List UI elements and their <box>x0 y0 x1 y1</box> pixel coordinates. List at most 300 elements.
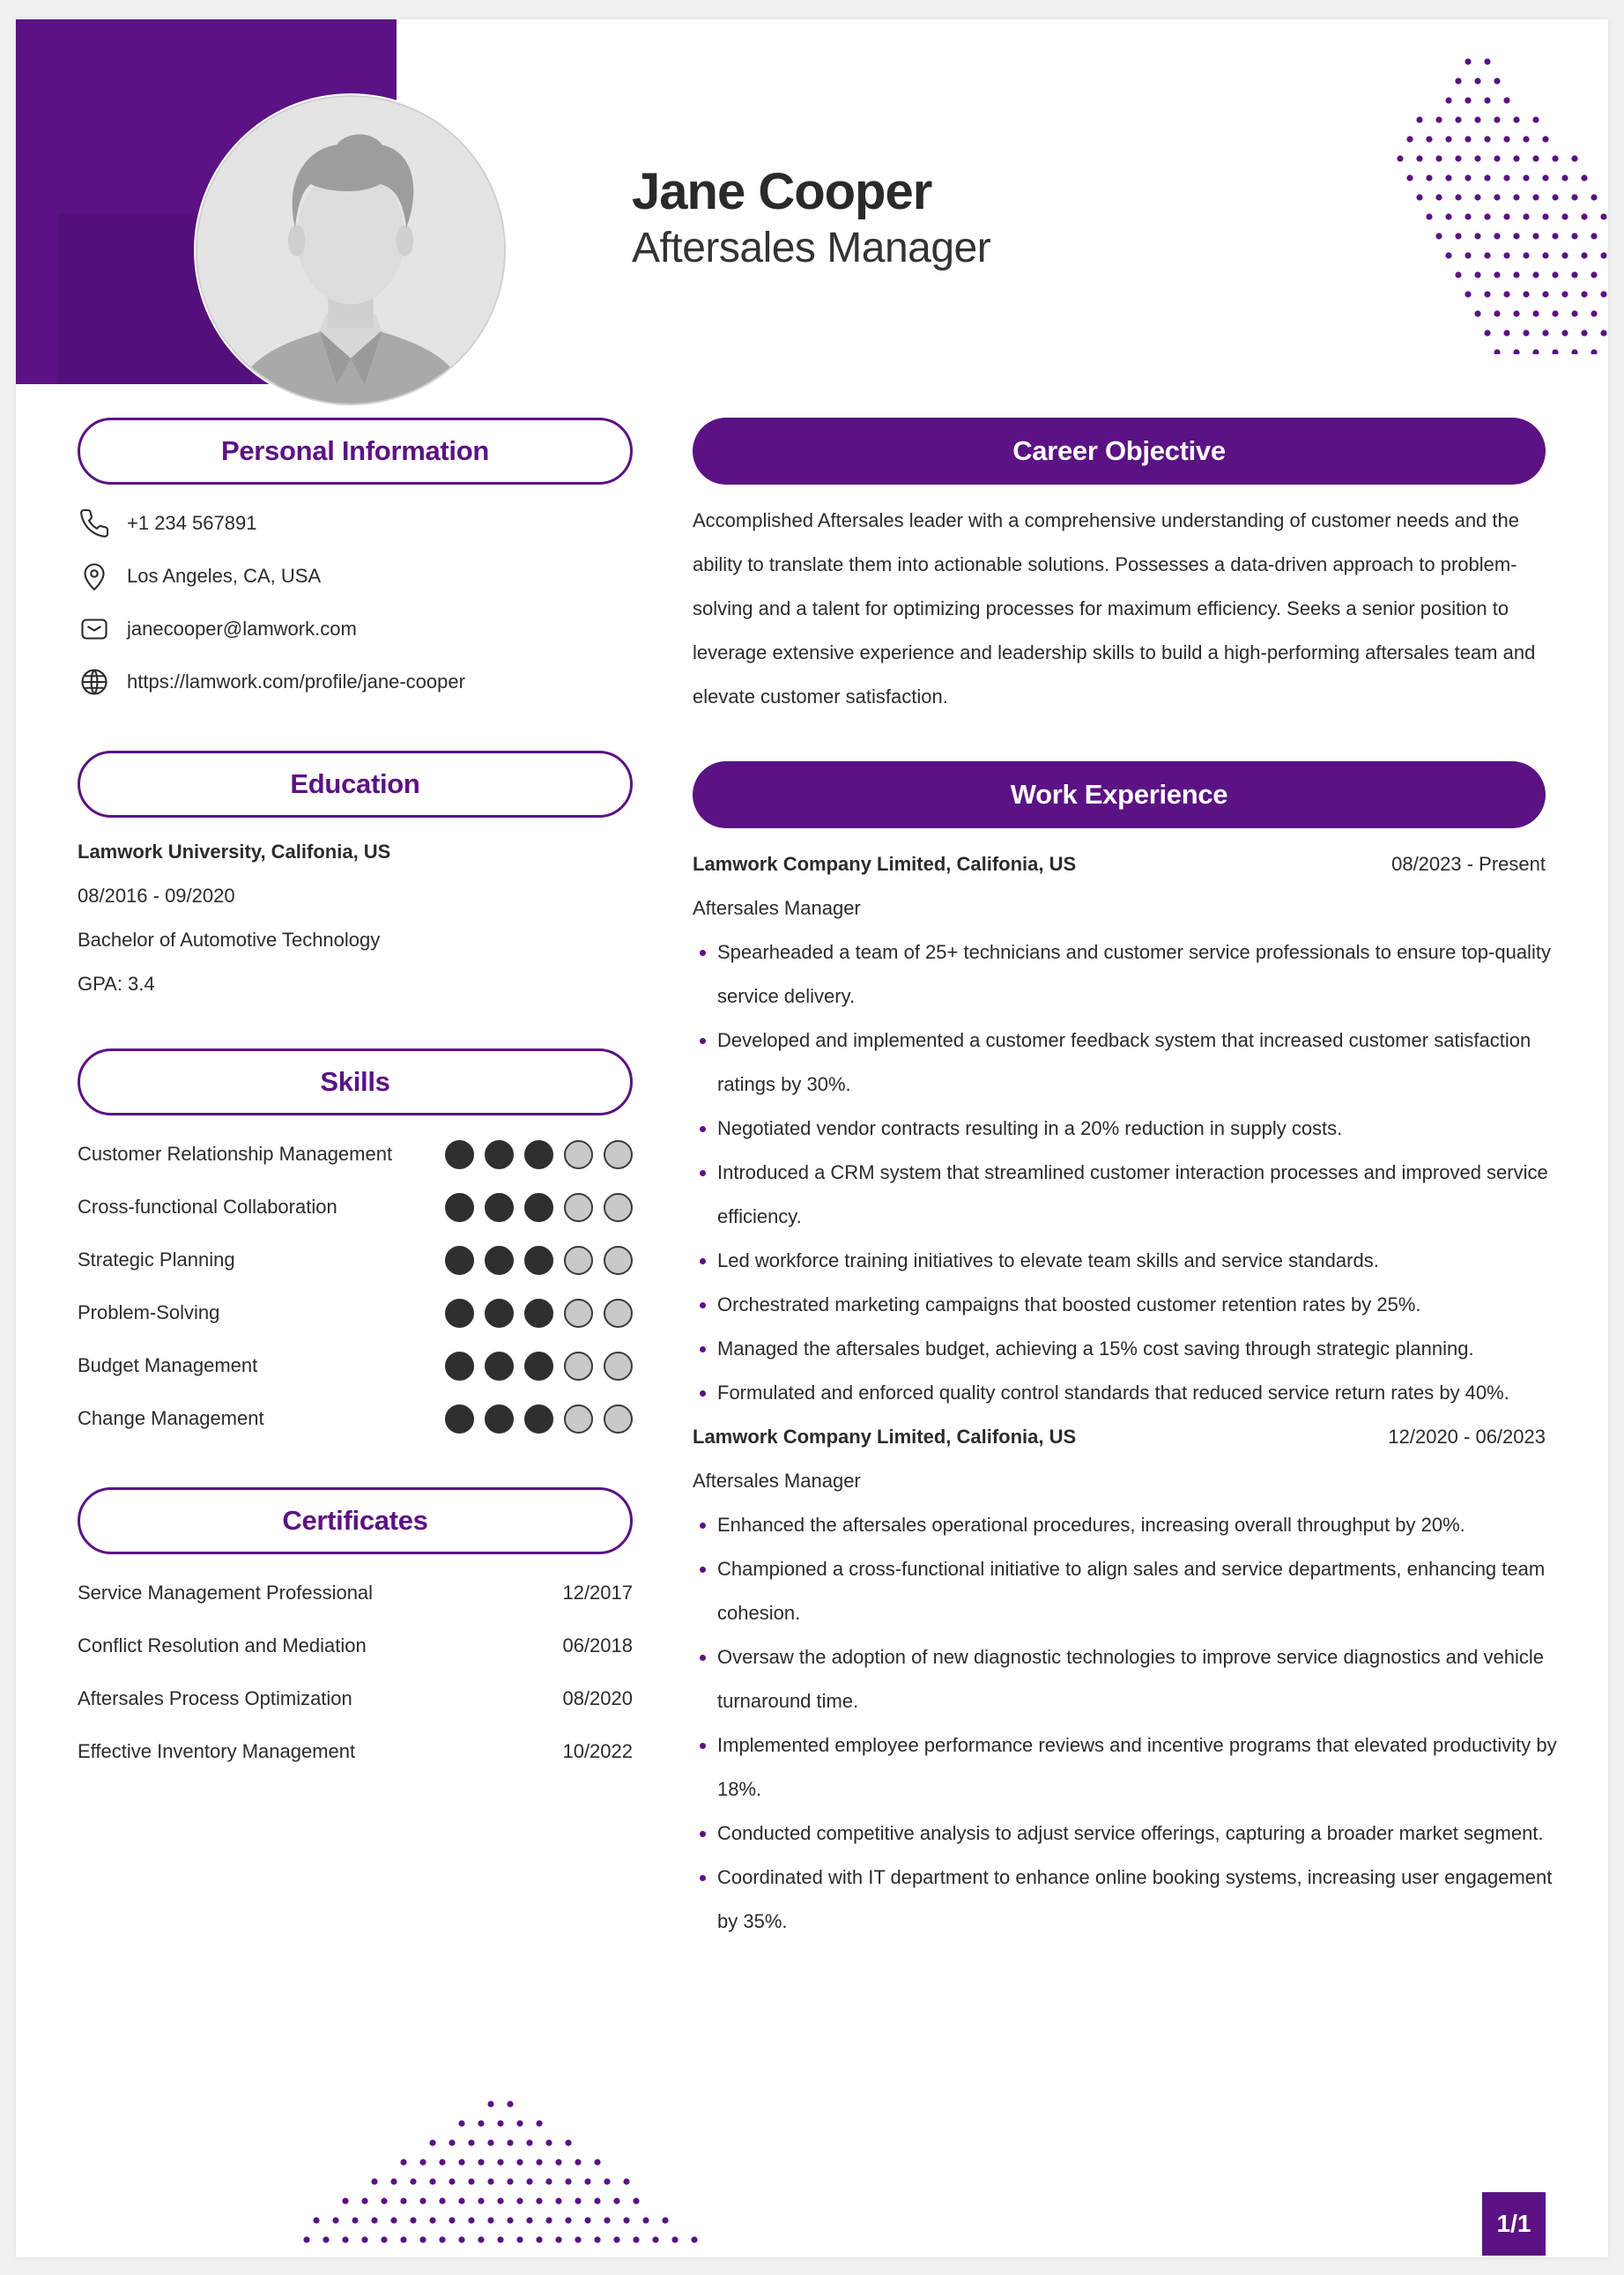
skill-rating <box>445 1404 633 1434</box>
decor-dot <box>1600 330 1606 336</box>
decor-dot <box>536 2120 542 2126</box>
decor-dot <box>1542 136 1548 142</box>
decor-dot <box>623 2178 629 2184</box>
certificate-row <box>78 1725 633 1778</box>
decor-dot <box>419 2159 426 2165</box>
job-bullet-line: Implemented employee performance reviews and incentive programs that elevated productivity by <box>717 1734 1557 1756</box>
decor-dot <box>478 2197 484 2204</box>
decor-dot <box>1523 330 1529 336</box>
rating-dot-empty <box>564 1404 593 1434</box>
certificate-date: 10/2022 <box>562 1740 633 1762</box>
decor-dot <box>1513 194 1519 200</box>
decor-dot <box>555 2236 561 2242</box>
job-bullet-line: Managed the aftersales budget, achieving a 15% cost saving through strategic planning. <box>717 1338 1474 1360</box>
decor-dot <box>410 2217 416 2223</box>
decor-dot <box>1591 271 1597 278</box>
decor-dot <box>342 2236 348 2242</box>
decor-dot <box>381 2197 387 2204</box>
decor-dot <box>1494 78 1500 84</box>
decor-dot <box>1581 174 1587 181</box>
skill-name: Customer Relationship Management <box>78 1143 393 1165</box>
rating-dot-empty <box>564 1299 593 1328</box>
decor-dot <box>1552 155 1558 161</box>
skill-name: Budget Management <box>78 1354 258 1376</box>
job-bullet <box>693 1635 1546 1723</box>
decor-dot <box>633 2197 639 2204</box>
decor-dot <box>1455 78 1461 84</box>
contact-email-text[interactable]: janecooper@lamwork.com <box>127 618 357 640</box>
decor-dot <box>439 2197 445 2204</box>
decor-dot <box>449 2139 455 2145</box>
decor-dot <box>536 2236 542 2242</box>
decor-dot <box>516 2236 523 2242</box>
candidate-title: Aftersales Manager <box>632 225 991 271</box>
resume-page <box>16 19 1608 2257</box>
skills-list <box>78 1128 633 1445</box>
decor-dot <box>507 2139 513 2145</box>
decor-dot <box>555 2197 561 2204</box>
decor-dot <box>352 2217 358 2223</box>
decor-dot <box>1542 213 1548 219</box>
decor-dot <box>303 2236 309 2242</box>
decor-dot <box>371 2178 377 2184</box>
rating-dot-filled <box>485 1140 514 1169</box>
decor-dot <box>390 2217 397 2223</box>
decor-dot <box>1503 291 1509 297</box>
work-experience-heading: Work Experience <box>693 761 1546 828</box>
avatar-placeholder-icon <box>196 95 506 405</box>
contact-location-text: Los Angeles, CA, USA <box>127 565 322 587</box>
skill-name: Cross-functional Collaboration <box>78 1196 337 1218</box>
rating-dot-empty <box>604 1140 633 1169</box>
decor-dot <box>400 2159 406 2165</box>
rating-dot-empty <box>564 1352 593 1381</box>
decor-dot <box>1426 213 1432 219</box>
decor-dot <box>1484 291 1490 297</box>
rating-dot-empty <box>564 1193 593 1222</box>
skill-row <box>78 1392 633 1445</box>
decor-dot <box>1571 194 1577 200</box>
decor-dot <box>1455 155 1461 161</box>
decor-dot <box>1513 233 1519 239</box>
rating-dot-filled <box>524 1404 553 1434</box>
decor-dot <box>671 2236 678 2242</box>
decor-dot <box>1474 194 1480 200</box>
decor-dot <box>1503 97 1509 103</box>
decor-dot <box>1455 116 1461 122</box>
decor-dot <box>487 2139 493 2145</box>
job-bullet <box>693 1812 1546 1856</box>
decor-dot <box>1591 194 1597 200</box>
decor-dot <box>458 2197 464 2204</box>
decor-dot <box>371 2217 377 2223</box>
decor-dot <box>604 2217 610 2223</box>
career-objective-heading: Career Objective <box>693 418 1546 485</box>
decor-dot <box>458 2159 464 2165</box>
decor-dot <box>1445 213 1451 219</box>
decor-dot <box>575 2236 581 2242</box>
decor-dot <box>1426 136 1432 142</box>
decor-dot <box>594 2159 600 2165</box>
work-experience-list <box>693 842 1557 1944</box>
contact-website-text[interactable]: https://lamwork.com/profile/jane-cooper <box>127 671 465 693</box>
decor-dot <box>1581 213 1587 219</box>
decor-dot <box>1445 136 1451 142</box>
decor-dot <box>1552 349 1558 354</box>
decor-dot <box>410 2178 416 2184</box>
decor-dot <box>1406 136 1413 142</box>
decor-dot <box>1494 349 1500 354</box>
personal-info-heading: Personal Information <box>78 418 633 485</box>
decor-dot <box>1581 291 1587 297</box>
decor-dot <box>449 2178 455 2184</box>
skill-rating <box>445 1140 633 1169</box>
skill-row <box>78 1128 633 1181</box>
skill-name: Strategic Planning <box>78 1249 235 1271</box>
certificate-name: Effective Inventory Management <box>78 1740 356 1762</box>
decor-dot <box>1523 213 1529 219</box>
decor-dot <box>400 2236 406 2242</box>
decor-dot <box>449 2217 455 2223</box>
rating-dot-filled <box>485 1404 514 1434</box>
job-bullet-line: 18%. <box>717 1778 762 1800</box>
contact-phone-text: +1 234 567891 <box>127 512 257 534</box>
decor-dot <box>1435 233 1442 239</box>
job-bullet-line: Enhanced the aftersales operational procedures, increasing overall throughput by 20%. <box>717 1514 1465 1536</box>
decor-dot <box>1561 291 1568 297</box>
job-bullet <box>693 1547 1546 1635</box>
job-bullet-line: Negotiated vendor contracts resulting in a 20% reduction in supply costs. <box>717 1117 1343 1139</box>
decor-dot <box>487 2178 493 2184</box>
decor-dot <box>1561 213 1568 219</box>
decor-dot <box>1406 174 1413 181</box>
education-degree: Bachelor of Automotive Technology <box>78 929 381 951</box>
decor-dot <box>526 2217 532 2223</box>
job-bullet <box>693 1327 1546 1371</box>
left-column <box>78 418 633 1778</box>
rating-dot-empty <box>604 1193 633 1222</box>
decor-dot <box>507 2101 513 2107</box>
skill-rating <box>445 1246 633 1275</box>
decor-dot <box>1513 271 1519 278</box>
decor-dot <box>584 2178 590 2184</box>
location-pin-icon <box>78 559 111 593</box>
decor-dot <box>526 2178 532 2184</box>
decor-dot <box>1503 252 1509 258</box>
job-dates: 08/2023 - Present <box>1391 853 1546 875</box>
decor-dot <box>381 2236 387 2242</box>
candidate-name: Jane Cooper <box>632 163 932 220</box>
decor-dot <box>1503 136 1509 142</box>
education-heading: Education <box>78 751 633 818</box>
decor-dot <box>1532 271 1539 278</box>
decor-dot <box>555 2159 561 2165</box>
decor-dot <box>1494 194 1500 200</box>
decor-dot <box>1494 155 1500 161</box>
skills-heading: Skills <box>78 1049 633 1115</box>
job-bullet-line: Developed and implemented a customer feedback system that increased customer satisfaction <box>717 1029 1531 1051</box>
decor-dot <box>1552 233 1558 239</box>
decor-dot <box>1455 233 1461 239</box>
decor-dot <box>1581 330 1587 336</box>
decor-dot <box>1513 310 1519 316</box>
decor-dot <box>1465 174 1471 181</box>
job-company: Lamwork Company Limited, Califonia, US <box>693 853 1077 875</box>
decor-dot <box>1600 213 1606 219</box>
job-bullet <box>693 1856 1553 1944</box>
decor-dot <box>1484 213 1490 219</box>
certificate-date: 12/2017 <box>562 1582 633 1604</box>
job-company: Lamwork Company Limited, Califonia, US <box>693 1426 1077 1448</box>
decor-dot <box>478 2236 484 2242</box>
skill-row <box>78 1339 633 1392</box>
job-bullet-line: Coordinated with IT department to enhance online booking systems, increasing user engagement <box>717 1866 1553 1888</box>
decor-dot <box>1571 271 1577 278</box>
job-bullet-line: Formulated and enforced quality control standards that reduced service return rates by 40%. <box>717 1382 1509 1404</box>
decor-dot <box>1435 155 1442 161</box>
rating-dot-empty <box>564 1246 593 1275</box>
skill-rating <box>445 1299 633 1328</box>
decor-dot <box>342 2197 348 2204</box>
decor-dot <box>1474 233 1480 239</box>
decor-dot <box>613 2236 619 2242</box>
decor-dot <box>1474 271 1480 278</box>
decor-dot <box>1542 291 1548 297</box>
decor-dot <box>1465 213 1471 219</box>
decor-dot <box>361 2197 367 2204</box>
rating-dot-filled <box>445 1299 474 1328</box>
decor-dot <box>1523 136 1529 142</box>
decor-dot <box>1552 194 1558 200</box>
decor-dot <box>1484 97 1490 103</box>
career-objective-line: Accomplished Aftersales leader with a comprehensive understanding of customer needs and the <box>693 509 1519 531</box>
job-bullet-line: Championed a cross-functional initiative to align sales and service departments, enhancing team <box>717 1558 1546 1580</box>
decor-dot <box>1552 310 1558 316</box>
decor-dot <box>1513 116 1519 122</box>
rating-dot-filled <box>524 1299 553 1328</box>
rating-dot-empty <box>564 1140 593 1169</box>
decor-dot <box>1494 310 1500 316</box>
skill-rating <box>445 1193 633 1222</box>
decor-dot <box>1600 291 1606 297</box>
job-dates: 12/2020 - 06/2023 <box>1388 1426 1546 1448</box>
contact-email <box>78 603 633 656</box>
decor-dot <box>478 2159 484 2165</box>
decor-dot <box>1561 330 1568 336</box>
decor-dot <box>642 2217 649 2223</box>
job-bullet-line: ratings by 30%. <box>717 1073 851 1095</box>
rating-dot-filled <box>485 1352 514 1381</box>
decor-dot <box>497 2236 503 2242</box>
career-objective-line: solving and a talent for optimizing processes for maximum efficiency. Seeks a senior position to <box>693 597 1509 619</box>
decor-dot <box>1484 58 1490 64</box>
job-bullet <box>693 1019 1546 1107</box>
education-gpa: GPA: 3.4 <box>78 973 155 995</box>
decor-dot <box>1484 330 1490 336</box>
phone-icon <box>78 507 111 540</box>
decor-dot <box>536 2197 542 2204</box>
job-bullet-line: Introduced a CRM system that streamlined customer interaction processes and improved service <box>717 1161 1548 1183</box>
decor-dot <box>545 2217 552 2223</box>
decor-dot <box>1591 349 1597 354</box>
decor-dot <box>652 2236 658 2242</box>
decor-dot <box>419 2236 426 2242</box>
decor-dot <box>1581 252 1587 258</box>
job-role: Aftersales Manager <box>693 897 861 919</box>
decor-dot <box>1542 252 1548 258</box>
decor-dot <box>1455 194 1461 200</box>
decor-dot <box>1474 310 1480 316</box>
decor-dot <box>1455 271 1461 278</box>
skill-name: Problem-Solving <box>78 1301 220 1323</box>
certificate-date: 06/2018 <box>562 1634 633 1656</box>
rating-dot-filled <box>524 1140 553 1169</box>
decor-dot <box>565 2178 571 2184</box>
decor-dot <box>313 2217 319 2223</box>
job-bullet <box>693 1283 1546 1327</box>
decor-dot <box>1435 194 1442 200</box>
job-bullet <box>693 1371 1546 1415</box>
decor-dot <box>1571 233 1577 239</box>
contact-phone <box>78 497 633 550</box>
page-number: 1/1 <box>1482 2192 1546 2256</box>
decor-dot <box>468 2217 474 2223</box>
job-bullet-line: Orchestrated marketing campaigns that boosted customer retention rates by 25%. <box>717 1293 1421 1315</box>
decor-dot <box>1494 233 1500 239</box>
decor-dot <box>458 2236 464 2242</box>
skill-row <box>78 1181 633 1234</box>
decor-dot <box>1416 116 1422 122</box>
decor-dot <box>516 2159 523 2165</box>
rating-dot-filled <box>445 1246 474 1275</box>
skill-name: Change Management <box>78 1407 264 1429</box>
skill-row <box>78 1286 633 1339</box>
rating-dot-filled <box>445 1404 474 1434</box>
career-objective-text <box>693 499 1546 719</box>
certificate-row <box>78 1619 633 1672</box>
decor-dot <box>1445 174 1451 181</box>
decorative-dots-top-right <box>1329 19 1608 354</box>
job-bullet-line: cohesion. <box>717 1602 801 1624</box>
decor-dot <box>1397 155 1403 161</box>
certificate-name: Aftersales Process Optimization <box>78 1687 352 1709</box>
decor-dot <box>1494 271 1500 278</box>
decor-dot <box>516 2197 523 2204</box>
decor-dot <box>613 2197 619 2204</box>
decor-dot <box>332 2217 338 2223</box>
rating-dot-filled <box>445 1193 474 1222</box>
decor-dot <box>497 2120 503 2126</box>
job-header <box>693 1415 1546 1459</box>
decor-dot <box>691 2236 697 2242</box>
decor-dot <box>516 2120 523 2126</box>
certificate-name: Service Management Professional <box>78 1582 374 1604</box>
decor-dot <box>1484 136 1490 142</box>
rating-dot-filled <box>485 1299 514 1328</box>
decor-dot <box>497 2159 503 2165</box>
decor-dot <box>458 2120 464 2126</box>
decor-dot <box>1523 174 1529 181</box>
job-role: Aftersales Manager <box>693 1470 861 1492</box>
certificate-name: Conflict Resolution and Mediation <box>78 1634 367 1656</box>
decor-dot <box>1484 252 1490 258</box>
decor-dot <box>565 2139 571 2145</box>
decor-dot <box>1552 271 1558 278</box>
job-bullets <box>693 930 1551 1415</box>
rating-dot-filled <box>524 1193 553 1222</box>
decor-dot <box>565 2217 571 2223</box>
career-objective-line: elevate customer satisfaction. <box>693 685 948 708</box>
decor-dot <box>1532 310 1539 316</box>
certificate-row <box>78 1672 633 1725</box>
decor-dot <box>575 2159 581 2165</box>
skill-row <box>78 1234 633 1286</box>
decor-dot <box>1465 252 1471 258</box>
decor-dot <box>1416 194 1422 200</box>
job-bullet <box>693 1107 1546 1151</box>
decor-dot <box>1532 155 1539 161</box>
decor-dot <box>1484 174 1490 181</box>
decor-dot <box>429 2139 435 2145</box>
decor-dot <box>1600 252 1606 258</box>
decor-dot <box>604 2178 610 2184</box>
decor-dot <box>575 2197 581 2204</box>
decor-dot <box>662 2217 668 2223</box>
decor-dot <box>1591 233 1597 239</box>
decor-dot <box>390 2178 397 2184</box>
decor-dot <box>584 2217 590 2223</box>
job-bullet-line: service delivery. <box>717 985 856 1007</box>
job-bullet <box>693 1723 1557 1812</box>
decor-dot <box>478 2120 484 2126</box>
decor-dot <box>1474 78 1480 84</box>
education-school: Lamwork University, Califonia, US <box>78 841 391 863</box>
certificate-row <box>78 1567 633 1619</box>
decor-dot <box>1465 97 1471 103</box>
certificate-date: 08/2020 <box>562 1687 633 1709</box>
job-bullet <box>693 1239 1546 1283</box>
decor-dot <box>468 2139 474 2145</box>
avatar <box>194 93 508 407</box>
decor-dot <box>1503 213 1509 219</box>
contact-website <box>78 656 633 708</box>
decor-dot <box>507 2178 513 2184</box>
decor-dot <box>623 2217 629 2223</box>
rating-dot-filled <box>524 1352 553 1381</box>
job-header <box>693 842 1546 886</box>
career-objective-line: ability to translate them into actionable solutions. Possesses a data-driven approach to problem- <box>693 553 1517 575</box>
rating-dot-filled <box>445 1140 474 1169</box>
decor-dot <box>526 2139 532 2145</box>
job-bullet-line: Conducted competitive analysis to adjust service offerings, capturing a broader market segment. <box>717 1822 1544 1844</box>
contact-location <box>78 550 633 603</box>
mail-icon <box>78 612 111 646</box>
decor-dot <box>1474 116 1480 122</box>
decor-dot <box>1465 136 1471 142</box>
decor-dot <box>1494 116 1500 122</box>
job-bullet-line: by 35%. <box>717 1910 788 1932</box>
career-objective-line: leverage extensive experience and leadership skills to build a high-performing aftersales team and <box>693 641 1536 663</box>
decor-dot <box>429 2217 435 2223</box>
decor-dot <box>468 2178 474 2184</box>
job-bullet-line: turnaround time. <box>717 1690 859 1712</box>
job-bullets <box>693 1503 1557 1944</box>
decor-dot <box>545 2178 552 2184</box>
job-bullet-line: efficiency. <box>717 1205 802 1227</box>
rating-dot-filled <box>485 1193 514 1222</box>
decor-dot <box>1542 330 1548 336</box>
decor-dot <box>361 2236 367 2242</box>
